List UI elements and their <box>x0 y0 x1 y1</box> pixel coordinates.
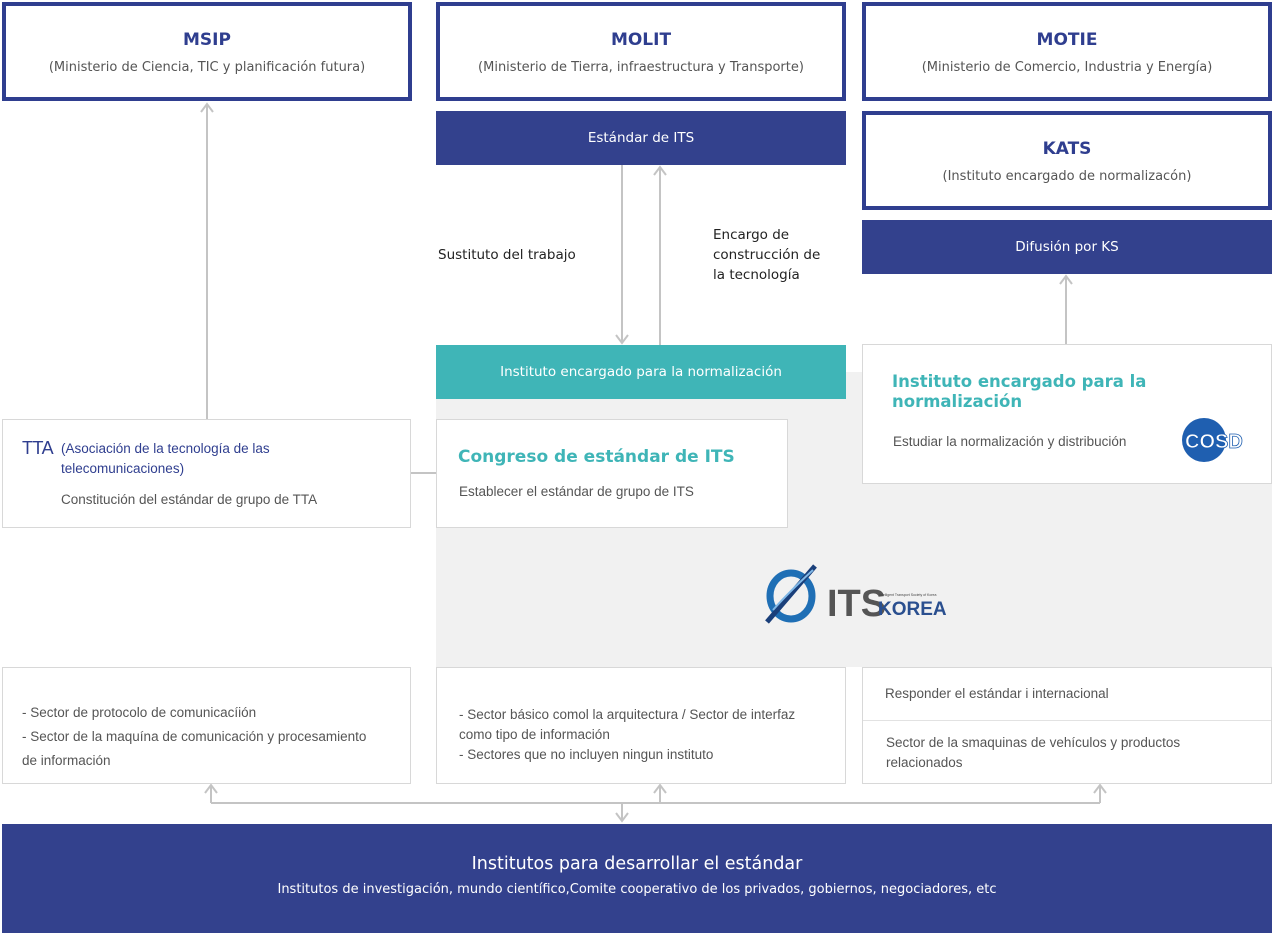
sector-right-bottom-line-1: Sector de la smaquinas de vehículos y productos <box>886 735 1181 750</box>
motie-subtitle: (Ministerio de Comercio, Industria y Energía) <box>921 60 1213 75</box>
congress-title: Congreso de estándar de ITS <box>458 447 735 467</box>
sector-middle-list <box>459 705 795 765</box>
msip-title: MSIP <box>183 30 231 50</box>
footer-subtitle: Institutos de investigación, mundo científico,Comite cooperativo de los privados, gobiernos, negociadores, etc <box>277 882 997 897</box>
teal-institute-bar: Instituto encargado para la normalización <box>436 345 846 399</box>
msip-subtitle: (Ministerio de Ciencia, TIC y planificación futura) <box>48 60 366 75</box>
cosd-title-line-1: Instituto encargado para la <box>892 372 1147 391</box>
its-korea-logo <box>765 562 950 624</box>
sector-right-bottom-line-2: relacionados <box>886 755 963 770</box>
its-logo-main: ITS <box>827 583 887 624</box>
sector-middle-line-2: como tipo de información <box>459 727 610 742</box>
molit-title: MOLIT <box>610 30 672 50</box>
sector-right-top: Responder el estándar i internacional <box>885 686 1109 701</box>
molit-subtitle: (Ministerio de Tierra, infraestructura y Transporte) <box>478 60 804 75</box>
tech-commission-line-3: la tecnología <box>713 267 800 283</box>
its-korea-logo-icon <box>765 562 950 624</box>
sector-right-box <box>862 667 1272 784</box>
footer-bar <box>2 824 1272 933</box>
sector-right-divider <box>863 720 1271 721</box>
motie-title: MOTIE <box>1036 30 1098 50</box>
tta-box <box>2 419 411 528</box>
tta-name <box>61 439 270 479</box>
its-logo-sub: KOREA <box>878 599 947 620</box>
sector-right-bottom <box>886 733 1180 773</box>
ks-diffusion-bar: Difusión por KS <box>862 220 1272 274</box>
kats-title: KATS <box>1042 139 1092 159</box>
sector-middle-line-1: - Sector básico comol la arquitectura / Sector de interfaz <box>459 707 796 722</box>
cosd-box <box>862 344 1272 484</box>
footer-title: Institutos para desarrollar el estándar <box>471 854 803 874</box>
cosd-logo-text: COSD <box>1185 431 1243 453</box>
tech-commission-line-2: construcción de <box>713 247 821 263</box>
cosd-title-line-2: normalización <box>892 392 1023 411</box>
tta-abbr: TTA <box>22 438 54 458</box>
sector-left-box <box>2 667 411 784</box>
cosd-logo <box>1181 417 1243 463</box>
cosd-logo-icon <box>1181 417 1243 463</box>
tech-commission-label <box>713 225 820 285</box>
sector-left-line-3: de información <box>22 753 111 768</box>
tta-name-line-1: (Asociación de la tecnología de las <box>61 441 270 456</box>
tta-desc: Constitución del estándar de grupo de TTA <box>61 492 318 507</box>
its-standard-bar: Estándar de ITS <box>436 111 846 165</box>
its-logo-tiny: Intelligent Transport Society of Korea <box>879 593 937 597</box>
sector-left-list <box>22 701 366 773</box>
tta-name-line-2: telecomunicaciones) <box>61 461 185 476</box>
sector-left-line-2: - Sector de la maquína de comunicación y procesamiento <box>22 729 367 744</box>
kats-subtitle: (Instituto encargado de normalizacón) <box>942 169 1192 184</box>
sector-middle-line-3: - Sectores que no incluyen ningun instituto <box>459 747 714 762</box>
sector-middle-box <box>436 667 846 784</box>
sector-left-line-1: - Sector de protocolo de comunicacíión <box>22 705 257 720</box>
work-substitute-label: Sustituto del trabajo <box>438 247 576 263</box>
cosd-title <box>892 372 1146 412</box>
tech-commission-line-1: Encargo de <box>713 227 790 243</box>
congress-box <box>436 419 788 528</box>
cosd-desc: Estudiar la normalización y distribución <box>893 434 1127 449</box>
congress-desc: Establecer el estándar de grupo de ITS <box>459 484 694 499</box>
